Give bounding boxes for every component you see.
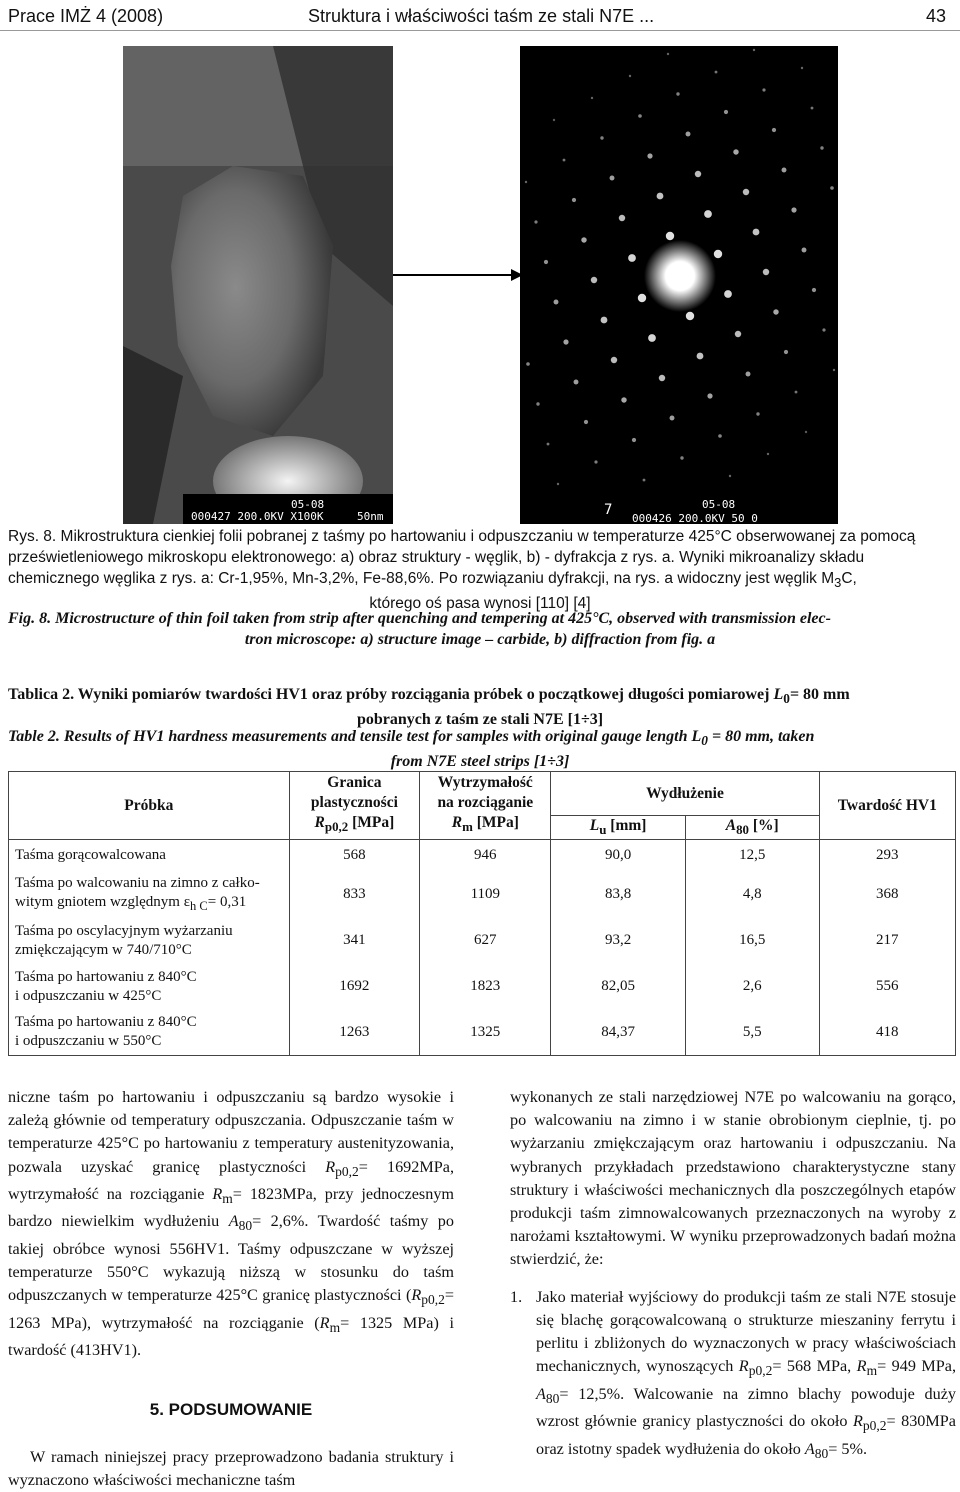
diffraction-spot <box>695 171 701 177</box>
diffraction-spot <box>666 232 674 240</box>
diffraction-spot <box>762 88 765 91</box>
diffraction-spot <box>718 434 722 438</box>
diffraction-spot <box>638 294 646 302</box>
diffraction-spot <box>619 215 625 221</box>
figure-b-label-top: 05-08 <box>702 498 736 511</box>
diffraction-spot <box>647 153 652 158</box>
diffraction-spot <box>805 431 807 433</box>
figure-b-diffraction <box>520 46 838 524</box>
diffraction-spot <box>553 119 555 121</box>
table-row: Taśma po hartowaniu z 840°C i odpuszczaniu w 425°C 1692 1823 82,05 2,6 556 <box>9 964 956 1010</box>
paragraph: W ramach niniejszej pracy przeprowadzono badania struktury i wyznaczono właściwości mechaniczne taśm <box>8 1447 454 1489</box>
figure-a-scale: 50nm <box>357 510 384 523</box>
list-item: 1. Jako materiał wyjściowy do produkcji taśm ze stali N7E stosuje się blachę gorącowalcowaną o strukturze mieszaniny ferrytu i perlitu i zbliżonych do wyznaczonych w pracy właściwościach mechanicznych, wynoszących $R_{p0,2}= 568$ MPa, $R_m= 949$ MPa, $A_{80}= 12,5\%$. Walcowanie na zimno blachy powoduje duży wzrost głównie granicy plastyczności do około $R_{p0,2}= 830MPa$ oraz istotny spadek wydłużenia do około $A_{80}= 5\%$. <box>510 1287 956 1461</box>
diffraction-spot <box>680 456 683 459</box>
header-elongation: Wydłużenie <box>551 772 819 816</box>
diffraction-spot <box>773 309 778 314</box>
diffraction-spot <box>763 269 769 275</box>
diffraction-spot <box>611 357 617 363</box>
diffraction-spot <box>735 331 741 337</box>
header-rule <box>0 30 960 31</box>
diffraction-spot <box>526 362 530 366</box>
diffraction-spot <box>756 412 759 415</box>
diffraction-spot <box>753 229 760 236</box>
diffraction-spot <box>536 402 539 405</box>
diffraction-spot <box>743 189 749 195</box>
table-row: Taśma po oscylacyjnym wyżarzaniu zmiękczającym w 740/710°C 341 627 93,2 16,5 217 <box>9 918 956 964</box>
diffraction-spot <box>563 159 566 162</box>
diffraction-spot <box>591 97 593 99</box>
diffraction-spot <box>686 312 694 320</box>
diffraction-spot <box>563 339 568 344</box>
paragraph: niczne taśm po hartowaniu i odpuszczaniu są bardzo wysokie i zależą głównie od temperatury odpuszczania. Odpuszczanie taśm w temperaturze 425°C po hartowaniu z temperatury austenityzowania, pozwala uzyskać granicę plastyczności $R_{p0,2}= 1692MPa$, wytrzymałość na rozciąganie $R_m= 1823MPa$, przy jednoczesnym bardzo niewielkim wydłużeniu $A_{80}= 2,6\%$. Twardość taśmy po takiej obróbce wynosi 556HV1. Taśmy odpuszczane w wyższej temperaturze 550°C wykazują niższą w stosunku do taśm odpuszczanych w temperaturze 425°C granicę plastyczności ($R_{p0,2}= 1263$ MPa), wytrzymałość na rozciąganie ($R_m= 1325$ MPa) i twardość (413HV1). <box>8 1088 454 1360</box>
diffraction-spot <box>584 420 588 424</box>
diffraction-spot <box>638 114 642 118</box>
paragraph: wykonanych ze stali narzędziowej N7E po walcowaniu na gorąco, po walcowaniu na zimno i w stanie obrobionym cieplnie, tj. po wyżarzaniu zmiękczającym oraz hartowaniu i odpuszczaniu. Na wybranych przykładach przedstawiono charakterystyczne stany struktury i właściwości mechanicznych dla poszczególnych etapów produkcji taśm zimnowalcowanych przeznaczonych na wyroby z narożami kształtowymi. W wyniku przeprowadzonych badań można stwierdzić, że: <box>510 1088 956 1269</box>
diffraction-spot <box>724 290 732 298</box>
diffraction-spot <box>704 210 712 218</box>
diffraction-spot <box>643 479 646 482</box>
section-heading: 5. PODSUMOWANIE <box>149 1400 313 1420</box>
journal-title: Prace IMŻ 4 (2008) <box>8 6 164 26</box>
diffraction-spot <box>629 75 631 77</box>
figure-b-label-bottom: 000426 200.0KV 50 0 <box>632 512 758 524</box>
diffraction-spot <box>525 181 527 183</box>
diffraction-spot <box>767 453 769 455</box>
diffraction-spot <box>601 317 608 324</box>
diffraction-spot <box>791 207 796 212</box>
diffraction-spot <box>811 107 814 110</box>
diffraction-spot <box>714 250 722 258</box>
diffraction-spot <box>600 136 603 139</box>
diffraction-spot <box>772 128 776 132</box>
diffraction-spot <box>801 67 803 69</box>
diffraction-spot <box>830 186 834 190</box>
diffraction-spot <box>802 248 807 253</box>
header-a80: $A_{80}$ [%] <box>685 816 819 840</box>
diffraction-spot <box>782 168 787 173</box>
figure-a-tem-image <box>123 46 393 524</box>
diffraction-spot <box>659 375 665 381</box>
header-uts: Wytrzymałość na rozciąganie $R_m$ [MPa] <box>420 772 551 840</box>
diffraction-spot <box>812 288 816 292</box>
diffraction-spot <box>670 416 675 421</box>
body-column-left <box>8 1086 454 1492</box>
figure-b-number: 7 <box>604 502 613 518</box>
diffraction-spot <box>733 149 738 154</box>
table-row: Taśma gorącowalcowana 568 946 90,0 12,5 293 <box>9 840 956 872</box>
diffraction-spot <box>572 198 576 202</box>
table-caption-pl: Tablica 2. Wyniki pomiarów twardości HV1 oraz próby rozciągania próbek o początkowej długości pomiarowej $L_0= 80$ mm pobranych z taśm ze stali N7E [1÷3] <box>8 686 850 729</box>
diffraction-spot <box>707 393 712 398</box>
page-number: 43 <box>925 6 946 26</box>
table-row: Taśma po hartowaniu z 840°C i odpuszczaniu w 550°C 1263 1325 84,37 5,5 418 <box>9 1010 956 1056</box>
diffraction-spot <box>676 92 679 95</box>
diffraction-spot <box>621 397 626 402</box>
diffraction-spot <box>581 237 586 242</box>
figure-a-label-bottom: 000427 200.0KV X100K <box>191 510 324 523</box>
diffraction-spot <box>724 110 728 114</box>
diffraction-spot <box>657 193 664 200</box>
diffraction-spot <box>648 334 656 342</box>
diffraction-spot <box>610 176 615 181</box>
diffraction-spot <box>628 254 636 262</box>
diffraction-spot <box>591 277 597 283</box>
diffraction-spot <box>554 300 559 305</box>
diffraction-spot <box>784 350 788 354</box>
results-table <box>8 771 956 1056</box>
running-title: Struktura i właściwości taśm ze stali N7E ... <box>308 6 655 26</box>
diffraction-spot <box>822 328 825 331</box>
diffraction-spot <box>557 483 559 485</box>
table-row: Taśma po walcowaniu na zimno z całko- witym gniotem względnym $\varepsilon_{h C}= 0,31$ 833 1109 83,8 4,8 368 <box>9 872 956 918</box>
diffraction-spot <box>820 146 823 149</box>
figure-caption-pl: Rys. 8. Mikrostruktura cienkiej folii pobranej z taśmy po hartowaniu i odpuszczaniu w temperaturze 425°C obserwowanej za pomocą prześwietleniowego mikroskopu elektronowego: a) obraz struktury - węglik, b) - dyfrakcja z rys. a. Wyniki mikroanalizy składu chemicznego węglika z rys. a: Cr-1,95%, Mn-3,2%, Fe-88,6%. Po rozwiązaniu dyfrakcji, na rys. a widoczny jest węglik $M_3C$, którego oś pasa wynosi [110] [4] <box>8 528 916 613</box>
diffraction-spot <box>715 71 718 74</box>
diffraction-spot <box>594 460 597 463</box>
diffraction-spot <box>697 353 704 360</box>
table-caption-en: Table 2. Results of HV1 hardness measurements and tensile test for samples with original gauge length $L_0 = 80$ mm, taken from N7E steel strips [1÷3] <box>8 728 815 771</box>
diffraction-spot <box>795 391 798 394</box>
header-sample: Próbka <box>9 772 290 840</box>
arrow-icon <box>393 260 523 290</box>
diffraction-spot <box>632 438 636 442</box>
header-lu: $L_u$ [mm] <box>551 816 685 840</box>
body-column-right <box>510 1086 956 1465</box>
diffraction-spot <box>686 132 691 137</box>
figure-caption-en: Fig. 8. Microstructure of thin foil taken from strip after quenching and tempering at 425°C, observed with transmission elec- tron microscope: a) structure image – carbide, b) diffraction from fig. a <box>8 610 831 648</box>
diffraction-spot <box>534 220 537 223</box>
diffraction-spot <box>729 475 731 477</box>
diffraction-spot <box>547 443 550 446</box>
header-yield: Granica plastyczności $R_{p0,2}$ [MPa] <box>289 772 420 840</box>
header-hardness: Twardość HV1 <box>819 772 955 840</box>
diffraction-spot <box>544 260 548 264</box>
diffraction-spot <box>753 49 755 51</box>
diffraction-spot <box>574 380 579 385</box>
diffraction-spot <box>833 369 835 371</box>
figure-a-label-top: 05-08 <box>291 498 325 511</box>
diffraction-spot <box>746 372 751 377</box>
diffraction-spot <box>667 53 669 55</box>
